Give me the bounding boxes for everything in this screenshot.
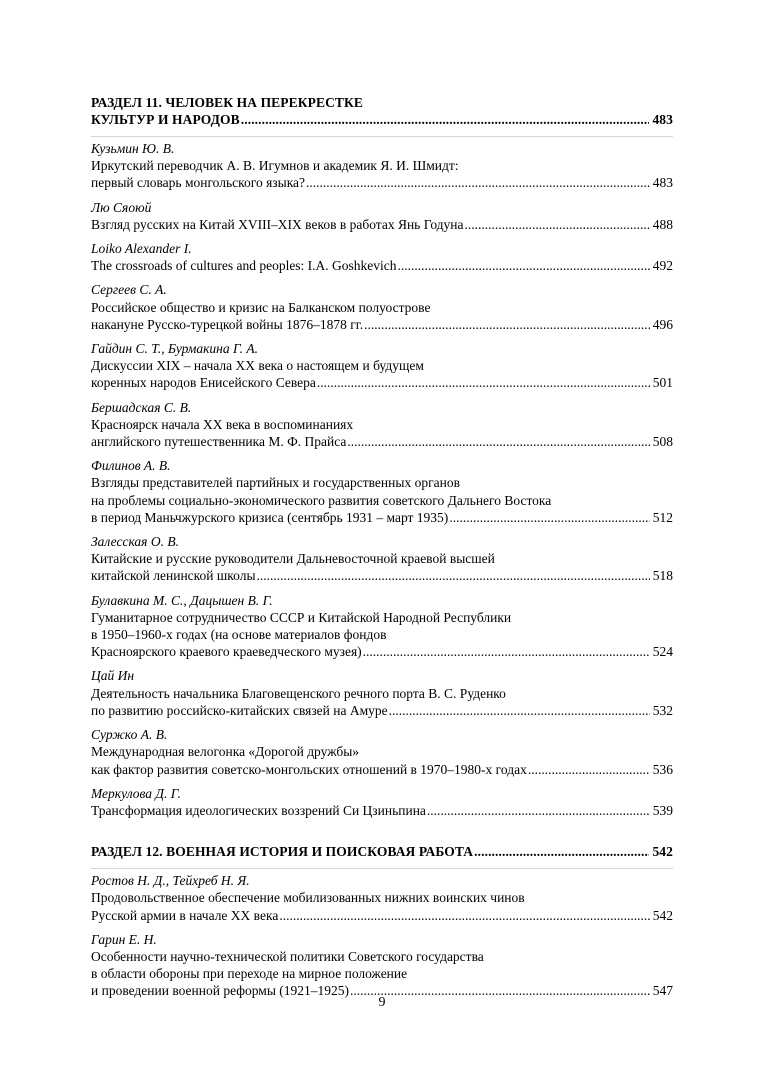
toc-entry bbox=[91, 281, 673, 333]
entry-page: 542 bbox=[652, 907, 673, 923]
entry-title-line: Продовольственное обеспечение мобилизованных нижних воинских чинов bbox=[91, 890, 525, 906]
section-12-title: РАЗДЕЛ 12. ВОЕННАЯ ИСТОРИЯ И ПОИСКОВАЯ РАБОТА bbox=[91, 844, 474, 860]
toc-entry bbox=[91, 340, 673, 392]
toc-entry bbox=[91, 533, 673, 585]
leader-dots bbox=[449, 509, 649, 526]
entry-author: Гайдин С. Т., Бурмакина Г. А. bbox=[91, 341, 259, 357]
entry-page: 532 bbox=[652, 702, 673, 718]
entry-title-line: Дискуссии XIX – начала XX века о настоящем и будущем bbox=[91, 358, 424, 374]
entry-title-last-line: английского путешественника М. Ф. Прайса bbox=[91, 434, 347, 450]
section-11-page: 483 bbox=[652, 112, 673, 127]
leader-dots bbox=[241, 111, 650, 128]
entry-title-last-line: накануне Русско-турецкой войны 1876–1878 гг. bbox=[91, 316, 364, 332]
toc-entry bbox=[91, 240, 673, 274]
entry-title-last-line: Взгляд русских на Китай XVIII–XIX веков в работах Янь Годуна bbox=[91, 216, 464, 232]
entry-title-line: Деятельность начальника Благовещенского речного порта В. С. Руденко bbox=[91, 685, 506, 701]
entry-title-line: Российское общество и кризис на Балканском полуострове bbox=[91, 299, 431, 315]
entry-page: 492 bbox=[652, 258, 673, 274]
entry-author: Гарин Е. Н. bbox=[91, 931, 157, 947]
entry-title-line: Гуманитарное сотрудничество СССР и Китайской Народной Республики bbox=[91, 609, 512, 625]
toc-entry bbox=[91, 199, 673, 233]
section-12-heading bbox=[91, 843, 673, 860]
entry-title-line: в области обороны при переходе на мирное положение bbox=[91, 966, 408, 982]
entry-page: 524 bbox=[652, 644, 673, 660]
entry-page: 547 bbox=[652, 983, 673, 999]
entry-title-last-line: первый словарь монгольского языка? bbox=[91, 175, 306, 191]
entry-title-last-line: Трансформация идеологических воззрений Си Цзиньпина bbox=[91, 802, 426, 818]
entry-title-last-line: как фактор развития советско-монгольских отношений в 1970–1980-х годах bbox=[91, 761, 527, 777]
entry-page: 512 bbox=[652, 509, 673, 525]
toc-entry bbox=[91, 931, 673, 1000]
entry-title-last-line: Русской армии в начале XX века bbox=[91, 907, 279, 923]
leader-dots bbox=[364, 316, 650, 333]
section-12-entries bbox=[91, 872, 673, 999]
leader-dots bbox=[257, 567, 650, 584]
leader-dots bbox=[427, 802, 650, 819]
leader-dots bbox=[474, 843, 649, 860]
entry-author: Цай Ин bbox=[91, 668, 135, 684]
entry-title-line: Международная велогонка «Дорогой дружбы» bbox=[91, 744, 360, 760]
leader-dots bbox=[465, 216, 650, 233]
toc-entry bbox=[91, 399, 673, 451]
leader-dots bbox=[398, 257, 650, 274]
leader-dots bbox=[363, 643, 650, 660]
entry-title-line: Красноярск начала XX века в воспоминаниях bbox=[91, 416, 354, 432]
entry-page: 483 bbox=[652, 175, 673, 191]
entry-author: Ростов Н. Д., Тейхреб Н. Я. bbox=[91, 873, 250, 889]
entry-title-line: Китайские и русские руководители Дальневосточной краевой высшей bbox=[91, 551, 495, 567]
entry-page: 518 bbox=[652, 568, 673, 584]
leader-dots bbox=[528, 761, 650, 778]
leader-dots bbox=[279, 907, 649, 924]
section-12-page: 542 bbox=[652, 844, 673, 860]
divider bbox=[91, 868, 673, 869]
entry-page: 501 bbox=[652, 375, 673, 391]
leader-dots bbox=[389, 702, 650, 719]
entry-title-last-line: по развитию российско-китайских связей на Амуре bbox=[91, 702, 388, 718]
entry-author: Кузьмин Ю. В. bbox=[91, 141, 175, 156]
entry-title-line: Особенности научно-технической политики Советского государства bbox=[91, 948, 484, 964]
toc-entry bbox=[91, 726, 673, 778]
toc-entry bbox=[91, 872, 673, 924]
entry-title-line: Взгляды представителей партийных и государственных органов bbox=[91, 475, 460, 491]
entry-author: Булавкина М. С., Дацышен В. Г. bbox=[91, 592, 273, 608]
entry-page: 539 bbox=[652, 802, 673, 818]
entry-author: Бершадская С. В. bbox=[91, 399, 192, 415]
leader-dots bbox=[347, 433, 649, 450]
section-11-entries bbox=[91, 140, 673, 819]
entry-title-last-line: коренных народов Енисейского Севера bbox=[91, 375, 316, 391]
entry-author: Loiko Alexander I. bbox=[91, 241, 192, 257]
leader-dots bbox=[306, 174, 650, 191]
entry-title-line: в 1950–1960-х годах (на основе материалов фондов bbox=[91, 627, 387, 643]
divider bbox=[91, 136, 673, 137]
section-11-heading bbox=[91, 94, 673, 128]
entry-title-last-line: и проведении военной реформы (1921–1925) bbox=[91, 983, 350, 999]
entry-title-line: Иркутский переводчик А. В. Игумнов и академик Я. И. Шмидт: bbox=[91, 158, 459, 174]
page-number: 9 bbox=[378, 995, 386, 1010]
toc-entry bbox=[91, 457, 673, 526]
entry-title-line: на проблемы социально-экономического развития советского Дальнего Востока bbox=[91, 492, 552, 508]
toc-entry bbox=[91, 592, 673, 661]
entry-author: Филинов А. В. bbox=[91, 458, 171, 474]
entry-page: 496 bbox=[652, 316, 673, 332]
table-of-contents bbox=[91, 94, 673, 1000]
entry-title-last-line: The crossroads of cultures and peoples: I.A. Goshkevich bbox=[91, 258, 397, 274]
toc-entry bbox=[91, 785, 673, 819]
toc-entry bbox=[91, 140, 673, 192]
entry-title-last-line: в период Маньчжурского кризиса (сентябрь 1931 – март 1935) bbox=[91, 509, 449, 525]
entry-author: Залесская О. В. bbox=[91, 534, 179, 550]
entry-page: 508 bbox=[652, 434, 673, 450]
section-11-title-line2: КУЛЬТУР И НАРОДОВ bbox=[91, 112, 240, 127]
entry-page: 536 bbox=[652, 761, 673, 777]
toc-entry bbox=[91, 667, 673, 719]
entry-author: Меркулова Д. Г. bbox=[91, 785, 181, 801]
leader-dots bbox=[317, 374, 650, 391]
entry-page: 488 bbox=[652, 216, 673, 232]
entry-author: Сергеев С. А. bbox=[91, 282, 167, 298]
entry-title-last-line: китайской ленинской школы bbox=[91, 568, 256, 584]
entry-author: Суржко А. В. bbox=[91, 727, 168, 743]
entry-title-last-line: Красноярского краевого краеведческого музея) bbox=[91, 644, 362, 660]
entry-author: Лю Сяоюй bbox=[91, 199, 152, 215]
section-11-title-line1: РАЗДЕЛ 11. ЧЕЛОВЕК НА ПЕРЕКРЕСТКЕ bbox=[91, 95, 364, 110]
